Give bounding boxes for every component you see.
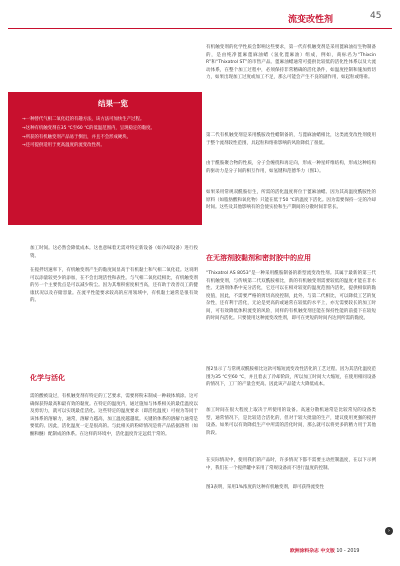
right-para-6: 图2显示了与常规双酰胺相比这款可缩短流变改性活化的工艺过程。因为其活化温度范围为35 ℃至60 ℃，并且着去了冷却阶段，所以加工时间大大缩短，在使用相同设备的情况下，工厂的产量会更高。因此该产品能大大降低成本。 bbox=[206, 367, 376, 387]
right-para-3: 由于酰胺聚合物的性质，分子会缠绕和再定向，形成一种星纤维结构，形成这种结构的驱动力是分子间的相互作用，如氢键和范德华力（图1）。 bbox=[206, 161, 376, 174]
footer bbox=[290, 547, 359, 554]
summary-item: →这种有机触变剂在35 ℃至60 ℃的低温范围内，呈现稳定的黏度。 bbox=[22, 125, 155, 131]
right-para-8: 在实际情况中，使用我们的产品时，许多情况下都不需要主动控制温度，在以下示例中，我们在一个搅拌罐中采用了常规设备而不进行温度的控制。 bbox=[206, 458, 376, 471]
right-para-7: 加工时间在很大程度上取决于所使用的设备。高速分散机通常是比较常见的设备类型，通常情况下，是比较适合活化的，但对于较大批量的生产，建议使用更强的搅拌设备。如果可以有效降低生产中所需的活化时间，那么就可以将更多的精力用于其他阶段。 bbox=[206, 408, 376, 436]
left-para-2: 在搅拌切速率下，有机触变剂产生的黏度间显高于有机黏土和气相二氧化硅。这说明可以添量较更少的添加，在不会出现活性和表性。与气相二氧化硅相比，有机触变剂的另一个主要优点是可以减少粉尘。因为其堆积密度相当高，还有助于改善员工的健康状况以及存储容量。在流平性能要求较高的应用领域中，有机黏土通常是很有效的。 bbox=[30, 268, 198, 303]
header-rule bbox=[8, 28, 392, 29]
page-number: 45 bbox=[370, 11, 382, 21]
summary-item: →一种替代气相二氧化硅的有趣方法，该方法可加快生产过程。 bbox=[22, 117, 145, 122]
left-para-3: 需的酸被设过，有机触变剂有特定的工艺要求，需要将粉末制成一种载体填涂。这可确保获得最高和最有效的黏度。在特定的温度内，通过施加与体系相关的最佳温度以及剪切力，就可以实现最佳活化。这些特定的温度要求（即活化温度）可视为等同于该体系的溶解力，通常，溶解力越高，加工温度越越低。关键的体系的溶解力通常是要低的。因此，活化温度一定是很高的。与此相关的粉碎情况是将产品依据溶剂（如酮和醚）配制成的体系。在这样的环境中，活化温度肯定远低于常的。 bbox=[30, 394, 198, 437]
continue-arrow-icon: › bbox=[385, 527, 393, 535]
section-title: 流变改性剂 bbox=[288, 15, 334, 25]
right-para-4: 如果采用常规双酰胺衍生，所需的活化温度将位于蓖麻油蜡。因为其高温度酰胺性的原料（如脂肪酸和氧化物）只能在低于50 ℃的温度下活化。因为需要保持一定的冷却时间。这些及其他影响有的会使实验和生产期间的分散时间非常长。 bbox=[206, 190, 376, 210]
left-heading-chemistry: 化学与活化 bbox=[30, 374, 65, 382]
summary-title: 结果一览 bbox=[98, 99, 128, 108]
summary-item: →还可提供适用于更高温度的流变改性剂。 bbox=[22, 143, 105, 149]
right-heading-applications: 在无溶剂胶黏剂和密封胶中的应用 bbox=[206, 254, 311, 262]
results-summary-box bbox=[8, 92, 202, 225]
footer-issue: 10・2019 bbox=[336, 549, 360, 554]
footer-brand: 欧洲涂料杂志 中文版 bbox=[290, 549, 335, 554]
summary-item: →所获的有机触变剂产品易于倒出，并且不会形成硬块。 bbox=[22, 134, 132, 140]
right-para-9: 图3表明，采用1%浓度的这种有机触变剂，即可获得流变性 bbox=[206, 485, 324, 490]
right-para-1: 有机触变剂的化学性质会影响这些要求，第一代有机触变剂是采用蓖麻油衍生物制备的，是由纯净蓖麻蓖麻油蜡（氢化蓖麻油）组成，例如，商标名为“Thixcin R”和“Thixatrol ST”的市售产品。蓖麻油蜡通常可提供比较低的活化性体系以及大流动体系，在整个加工过程中，必须保持非常精确的活化条件，如温度控制和施加剪切力，如果出现加工过度或加工不足，那么可能会产生不良的副作用，如起粒或熔垂。 bbox=[206, 45, 376, 80]
right-para-5: “Thixatrol AS 8053”是一种采用酰胺制备的新型流变改性剂。其属于最新的第三代有机触变剂，与传统第二代双酰胺相比，新的有机触变剂需要较低的温度才能在非水性、无溶剂体系中充分活化，它还可以在相对较宽的温度范围内活化，提供相似的黏度值，因此，不需要严格的剪切高度控制，此外，与第二代相比，可以降低工艺的复杂性，还有利于活化，无论是更高的或通常在较低的水平上，亦无需要较长的加工时间，可有效降低体积流变的风险，同样的有机触变剂还能在保持性能的前提下在较短的时间内活化。只要使用这种流变改性剂，即可在更短的时间内达到所需的黏度。 bbox=[206, 271, 376, 321]
right-para-2: 第二代有机触变剂是采用酰胺改性蜡制备的，与蓖麻油蜡相比，这类流变改性剂使用于整个流剂较性范围，具起粒和熔垂影响的风险降低了很低。 bbox=[206, 133, 376, 146]
left-para-1: 加工时间。这必然会降低成本。这也意味着无需对特定新设备（如冷却设备）进行投资。 bbox=[30, 246, 198, 259]
